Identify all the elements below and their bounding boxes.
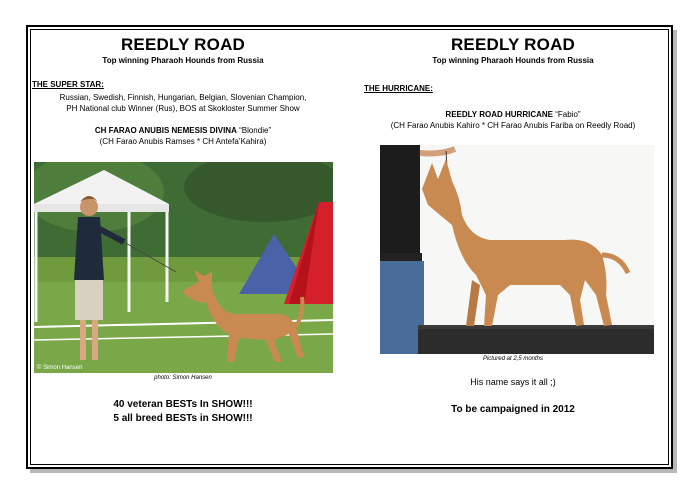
dog-call-name: “Fabio”: [553, 110, 581, 119]
remark-text: His name says it all ;): [470, 377, 556, 387]
photo-age-caption: Pictured at 2,5 months: [482, 356, 544, 362]
achievement-allbreed-bis: 5 all breed BESTs in SHOW!!!: [113, 413, 253, 424]
achievement-veteran-bis: 40 veteran BESTs In SHOW!!!: [113, 399, 253, 410]
dog-registered-name: CH FARAO ANUBIS NEMESIS DIVINA: [94, 126, 237, 135]
dog-call-name: “Blondie”: [236, 126, 272, 135]
kennel-subtitle: Top winning Pharaoh Hounds from Russia: [102, 56, 264, 65]
dog-name: [357, 109, 669, 120]
page-shadow-bottom: [30, 469, 677, 473]
dog-pedigree: (CH Farao Anubis Kahiro * CH Farao Anubis Fariba on Reedly Road): [390, 121, 636, 130]
page-shadow-right: [673, 30, 677, 471]
dog-registered-name: REEDLY ROAD HURRICANE: [445, 110, 553, 119]
kennel-title: REEDLY ROAD: [450, 35, 576, 54]
titles-line-2: PH National club Winner (Rus), BOS at Skokloster Summer Show: [66, 104, 300, 113]
dog-pedigree: (CH Farao Anubis Ramses * CH Antefa’Kahira): [99, 137, 267, 146]
photo-credit-caption: photo: Simon Hansen: [154, 375, 212, 381]
puppy-stack-illustration: [380, 145, 654, 354]
kennel-title: REEDLY ROAD: [120, 35, 246, 54]
kennel-subtitle: Top winning Pharaoh Hounds from Russia: [432, 56, 594, 65]
fabio-puppy-photo: [380, 145, 654, 354]
section-heading: THE SUPER STAR:: [32, 80, 104, 89]
photo-watermark: © Simon Hansen: [37, 365, 83, 371]
titles-line-1: Russian, Swedish, Finnish, Hungarian, Belgian, Slovenian Champion,: [59, 93, 307, 102]
section-heading: THE HURRICANE:: [364, 84, 433, 93]
show-ring-illustration: [34, 162, 333, 373]
dog-name: [30, 125, 336, 136]
blondie-show-photo: [34, 162, 333, 373]
campaign-plan: To be campaigned in 2012: [451, 404, 575, 415]
